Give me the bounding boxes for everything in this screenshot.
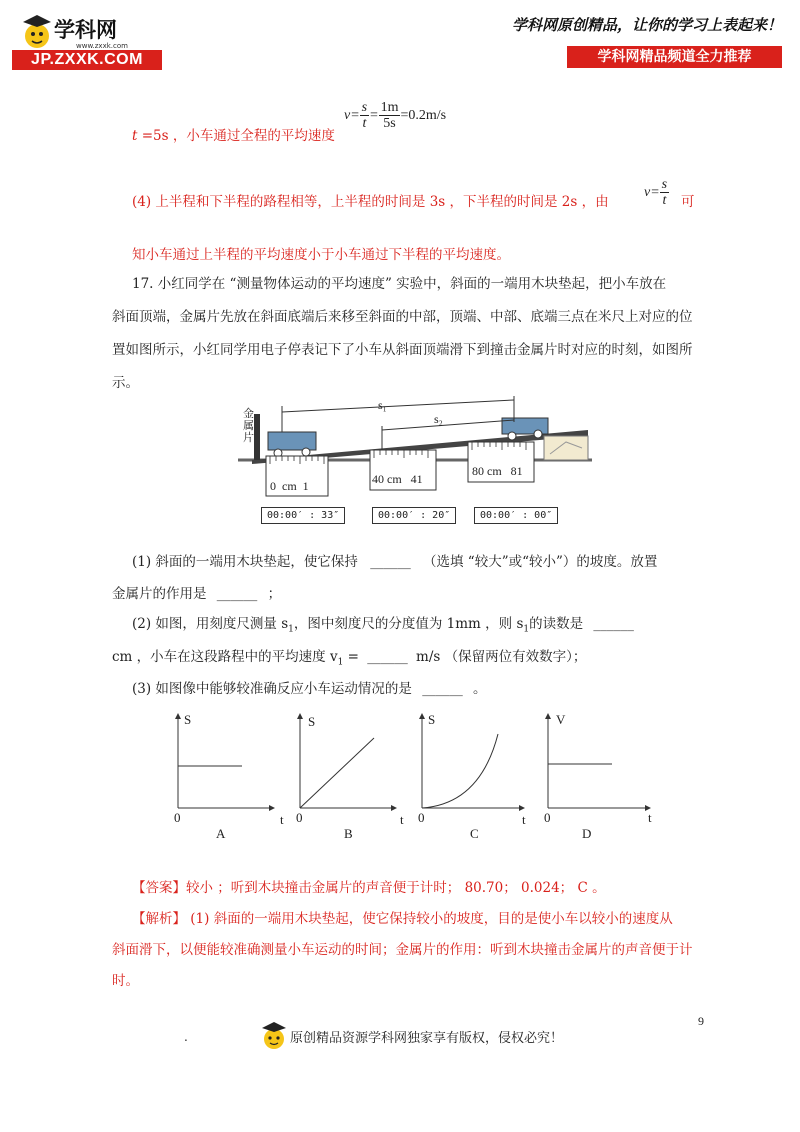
formula-eq: = bbox=[350, 108, 360, 124]
graph-c-ylabel: S bbox=[428, 712, 436, 727]
fraction-values bbox=[379, 100, 401, 132]
q2-line-2 bbox=[112, 645, 586, 668]
frac2-den: t bbox=[662, 193, 667, 209]
metal-plate-label: 金属片 bbox=[243, 407, 254, 444]
formula-v: v bbox=[344, 108, 351, 124]
graph-a bbox=[178, 716, 272, 808]
formula2-eq: = bbox=[650, 185, 660, 201]
q17-line-4: 示。 bbox=[112, 375, 139, 391]
graph-c-curve bbox=[422, 734, 498, 808]
q17-line-2: 斜面顶端，金属片先放在斜面底端后来移至斜面的中部，顶端、中部、底端三点在米尺上对应的位 bbox=[112, 309, 693, 325]
ruler-label-40: 40 cm 41 bbox=[372, 472, 423, 486]
graph-d bbox=[548, 716, 648, 808]
q2-eq: = bbox=[347, 649, 359, 665]
q2-blank-1: ______ bbox=[593, 616, 634, 632]
logo-url: JP.ZXXK.COM bbox=[12, 50, 162, 70]
car-top-wheel bbox=[534, 430, 542, 438]
s2-label: s₂ bbox=[434, 412, 443, 426]
graph-c bbox=[422, 716, 522, 808]
graph-a-xlabel: t bbox=[280, 812, 284, 827]
line1 bbox=[132, 124, 335, 144]
q1-blank: ______ bbox=[370, 554, 411, 570]
q2-line-1 bbox=[132, 612, 634, 635]
analysis-line-1: 【解析】 (1) 斜面的一端用木块垫起，使它保持较小的坡度，目的是使小车以较小的速度从 bbox=[132, 911, 673, 927]
q1-tail: （选填 “较大”或“较小”）的坡度。放置 bbox=[423, 554, 658, 570]
footer-copyright: 原创精品资源学科网独家享有版权，侵权必究！ bbox=[290, 1031, 564, 1046]
q2-line2-tail: m/s （保留两位有效数字）； bbox=[416, 649, 587, 665]
graph-d-xlabel: t bbox=[648, 810, 652, 825]
timer-bottom: 00:00′ : 33″ bbox=[261, 507, 345, 524]
analysis-line-3: 时。 bbox=[112, 973, 139, 989]
q1-line2-text: 金属片的作用是 bbox=[112, 586, 207, 602]
formula-average-speed bbox=[344, 100, 446, 132]
line2: (4) 上半程和下半程的路程相等，上半程的时间是 3s ，下半程的时间是 2s ，由 bbox=[132, 194, 609, 210]
s1-label: s₁ bbox=[378, 398, 387, 412]
car-top-wheel bbox=[508, 432, 516, 440]
formula-eq2: = bbox=[369, 108, 379, 124]
car-bottom-wheel bbox=[302, 448, 310, 456]
graph-a-label: A bbox=[216, 826, 226, 841]
q2-text: (2) 如图，用刻度尺测量 s bbox=[132, 616, 289, 632]
logo[interactable] bbox=[12, 10, 162, 72]
q2-blank-2: ______ bbox=[367, 649, 408, 665]
line1-text: =5s ，小车通过全程的平均速度 bbox=[137, 128, 335, 144]
logo-title: 学科网 bbox=[54, 18, 117, 42]
ruler-label-0: 0 cm 1 bbox=[270, 479, 309, 493]
timer-top: 00:00′ : 00″ bbox=[474, 507, 558, 524]
s1-arrow bbox=[282, 400, 514, 412]
answer-line: 【答案】较小 ；听到木块撞击金属片的声音便于计时； 80.70； 0.024； C 。 bbox=[132, 880, 606, 896]
footer-dot: . bbox=[184, 1030, 188, 1044]
graph-d-label: D bbox=[582, 826, 592, 841]
q2-sub-2: 1 bbox=[523, 624, 530, 635]
frac-num2: 1m bbox=[380, 100, 399, 115]
graph-a-ylabel: S bbox=[184, 712, 192, 727]
footer-mascot-icon bbox=[260, 1020, 288, 1050]
graph-b-ylabel: S bbox=[308, 714, 316, 729]
graph-d-ylabel: V bbox=[556, 712, 566, 727]
graph-c-xlabel: t bbox=[522, 812, 526, 827]
frac-num: s bbox=[361, 100, 368, 115]
q17-line-3: 置如图所示，小红同学用电子停表记下了小车从斜面顶端滑下到撞击金属片时对应的时刻，如图所 bbox=[112, 342, 693, 358]
frac-den: t bbox=[362, 116, 367, 132]
analysis-line-2: 斜面滑下，以便能较准确测量小车运动的时间；金属片的作用：听到木块撞击金属片的声音便于计 bbox=[112, 942, 693, 958]
formula-result: =0.2m/s bbox=[400, 108, 447, 124]
header-channel: 学科网精品频道全力推荐 bbox=[567, 46, 782, 68]
q1-line-2 bbox=[112, 582, 281, 602]
q1-blank-2: ______ bbox=[216, 586, 258, 602]
line3: 知小车通过上半程的平均速度小于小车通过下半程的平均速度。 bbox=[132, 247, 510, 263]
q3-blank: ______ bbox=[422, 681, 463, 697]
car-bottom bbox=[268, 432, 316, 450]
q1-line-1 bbox=[132, 550, 657, 570]
mascot-icon bbox=[20, 12, 54, 50]
graph-d-origin: 0 bbox=[544, 810, 551, 825]
formula-v-s-t bbox=[644, 177, 669, 209]
line2-tail: 可 bbox=[681, 194, 695, 210]
q3-tail: 。 bbox=[473, 681, 487, 697]
page-number: 9 bbox=[698, 1014, 704, 1028]
q2-line2-pre: cm ，小车在这段路程中的平均速度 v bbox=[112, 649, 338, 665]
time-symbol: t bbox=[132, 128, 138, 144]
q1-line2-tail: ； bbox=[267, 586, 282, 602]
fraction-s-t bbox=[360, 100, 369, 132]
graph-b-origin: 0 bbox=[296, 810, 303, 825]
ruler-label-80: 80 cm 81 bbox=[472, 464, 523, 478]
frac2-num: s bbox=[661, 177, 668, 192]
q17-line-1: 17. 小红同学在 “测量物体运动的平均速度” 实验中，斜面的一端用木块垫起，把小车放在 bbox=[132, 276, 667, 292]
q2-sub: 1 bbox=[288, 624, 294, 635]
logo-url-small: www.zxxk.com bbox=[76, 42, 128, 50]
q3-line bbox=[132, 677, 487, 697]
fraction2 bbox=[660, 177, 669, 209]
s2-arrow bbox=[382, 420, 514, 430]
header-slogan: 学科网原创精品，让你的学习上表起来！ bbox=[511, 16, 782, 34]
q3-text: (3) 如图像中能够较准确反应小车运动情况的是 bbox=[132, 681, 412, 697]
graph-b-label: B bbox=[344, 826, 353, 841]
graph-b-line bbox=[300, 738, 374, 808]
formula2-v: v bbox=[644, 185, 651, 201]
graph-a-origin: 0 bbox=[174, 810, 181, 825]
q2-tail: 的读数是 bbox=[529, 616, 584, 632]
graph-b-xlabel: t bbox=[400, 812, 404, 827]
q1-text: (1) 斜面的一端用木块垫起，使它保持 bbox=[132, 554, 358, 570]
timer-middle: 00:00′ : 20″ bbox=[372, 507, 456, 524]
q2-mid: ，图中刻度尺的分度值为 1mm ，则 s bbox=[293, 616, 524, 632]
graph-c-origin: 0 bbox=[418, 810, 425, 825]
graph-c-label: C bbox=[470, 826, 479, 841]
q2-sub-3: 1 bbox=[337, 657, 344, 668]
frac-den2: 5s bbox=[383, 116, 396, 132]
